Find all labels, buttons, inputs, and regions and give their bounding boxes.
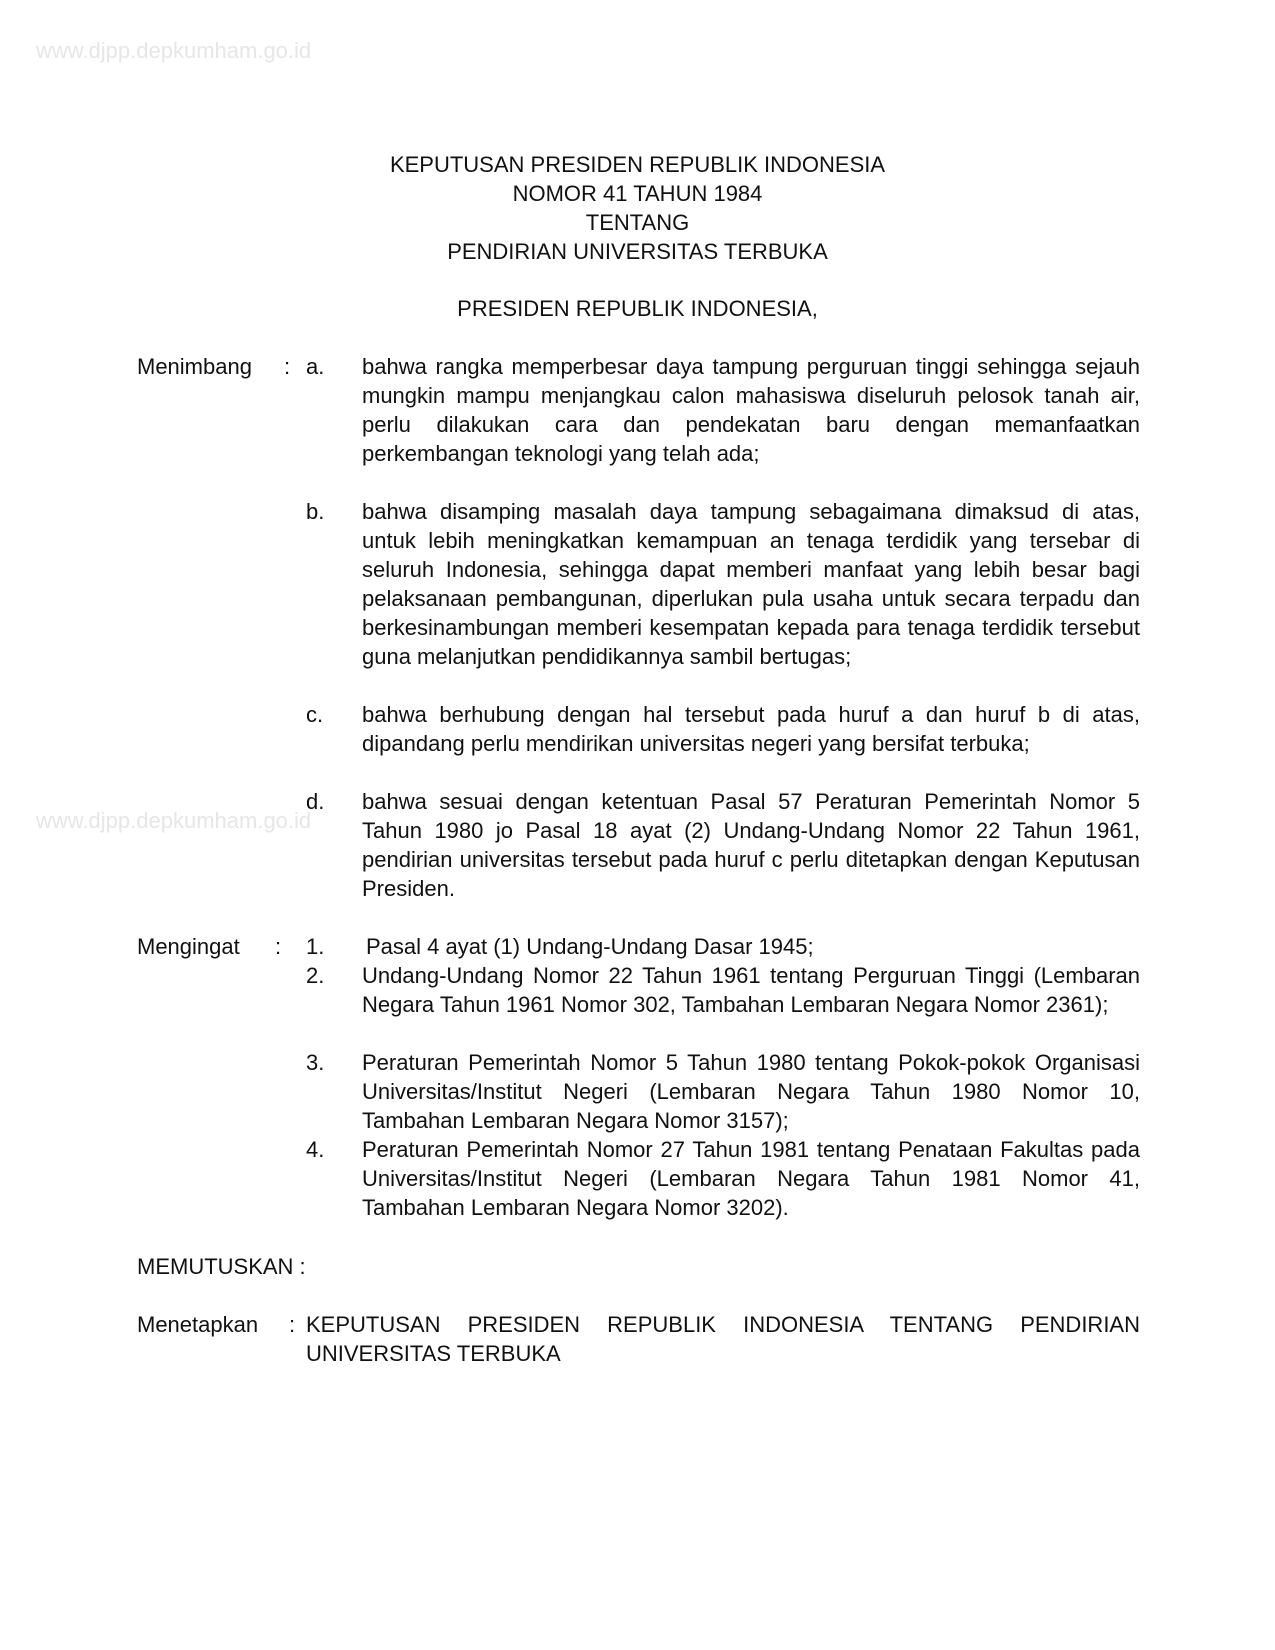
title-line-2: NOMOR 41 TAHUN 1984	[512, 181, 763, 206]
mengingat-item-3: Peraturan Pemerintah Nomor 5 Tahun 1980 tentang Pokok-pokok Organisasi Universitas/Institut Negeri (Lembaran Negara Tahun 1980 Nomor 10, Tambahan Lembaran Negara Nomor 3157);	[362, 1050, 1140, 1133]
mengingat-label: Mengingat	[137, 934, 240, 959]
menimbang-item-d: bahwa sesuai dengan ketentuan Pasal 57 Peraturan Pemerintah Nomor 5 Tahun 1980 jo Pasal 18 ayat (2) Undang-Undang Nomor 22 Tahun 1961, pendirian universitas tersebut pada huruf c perlu ditetapkan dengan Keputusan Presiden.	[362, 789, 1140, 901]
item-marker: a.	[306, 354, 325, 379]
issuer-heading: PRESIDEN REPUBLIK INDONESIA,	[457, 296, 818, 321]
title-line-3: TENTANG	[585, 210, 690, 235]
menetapkan-label: Menetapkan	[137, 1312, 259, 1337]
menimbang-item-c: bahwa berhubung dengan hal tersebut pada huruf a dan huruf b di atas, dipandang perlu mendirikan universitas negeri yang bersifat terbuka;	[362, 702, 1140, 756]
item-marker: 2.	[306, 963, 325, 988]
mengingat-colon: :	[275, 934, 282, 959]
title-line-4: PENDIRIAN UNIVERSITAS TERBUKA	[447, 239, 828, 264]
menimbang-item-a: bahwa rangka memperbesar daya tampung perguruan tinggi sehingga sejauh mungkin mampu menjangkau calon mahasiswa diseluruh pelosok tanah air, perlu dilakukan cara dan pendekatan baru dengan memanfaatkan perkembangan teknologi yang telah ada;	[362, 354, 1140, 466]
mengingat-item-1: Pasal 4 ayat (1) Undang-Undang Dasar 1945;	[366, 934, 814, 959]
mengingat-item-4: Peraturan Pemerintah Nomor 27 Tahun 1981 tentang Penataan Fakultas pada Universitas/Institut Negeri (Lembaran Negara Tahun 1981 Nomor 41, Tambahan Lembaran Negara Nomor 3202).	[362, 1137, 1140, 1220]
item-marker: b.	[306, 499, 325, 524]
item-marker: c.	[306, 702, 324, 727]
menetapkan-text: KEPUTUSAN PRESIDEN REPUBLIK INDONESIA TENTANG PENDIRIAN UNIVERSITAS TERBUKA	[306, 1312, 1140, 1366]
title-line-1: KEPUTUSAN PRESIDEN REPUBLIK INDONESIA	[389, 152, 886, 177]
mengingat-item-2: Undang-Undang Nomor 22 Tahun 1961 tentang Perguruan Tinggi (Lembaran Negara Tahun 1961 Nomor 302, Tambahan Lembaran Negara Nomor 2361);	[362, 963, 1140, 1017]
menetapkan-colon: :	[289, 1312, 296, 1337]
item-marker: 3.	[306, 1050, 325, 1075]
menimbang-colon: :	[284, 354, 291, 379]
menimbang-item-b: bahwa disamping masalah daya tampung sebagaimana dimaksud di atas, untuk lebih meningkatkan kemampuan an tenaga terdidik yang tersebar di seluruh Indonesia, sehingga dapat memberi manfaat yang lebih besar bagi pelaksanaan pembangunan, diperlukan pula usaha untuk secara terpadu dan berkesinambungan memberi kesempatan kepada para tenaga terdidik tersebut guna melanjutkan pendidikannya sambil bertugas;	[362, 499, 1140, 669]
document-title	[0, 150, 1275, 266]
menimbang-label: Menimbang	[137, 354, 252, 379]
watermark: www.djpp.depkumham.go.id	[36, 38, 312, 63]
memutuskan-heading: MEMUTUSKAN :	[137, 1254, 306, 1279]
item-marker: 4.	[306, 1137, 325, 1162]
item-marker: 1.	[306, 934, 325, 959]
watermark: www.djpp.depkumham.go.id	[36, 808, 312, 833]
item-marker: d.	[306, 789, 325, 814]
